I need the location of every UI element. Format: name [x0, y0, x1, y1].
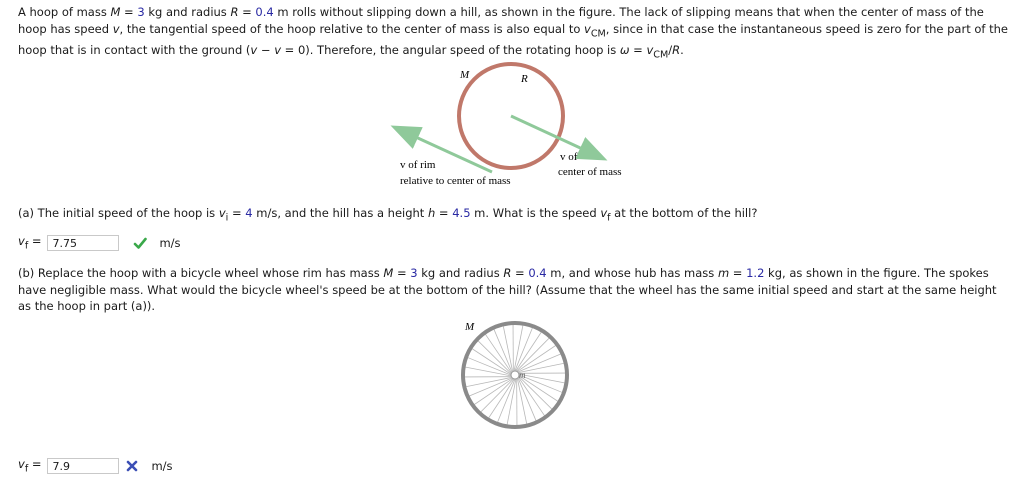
hoop-radius-label: R [521, 73, 528, 85]
cm-velocity-arrow [511, 116, 602, 158]
rim-velocity-label-2: relative to center of mass [400, 175, 511, 187]
wheel-mass-label: M [465, 321, 475, 333]
wheel-spoke [507, 378, 516, 425]
part-a-answer-input[interactable]: 7.75 [47, 235, 119, 251]
part-b-answer-label: $v_f$ = [18, 457, 42, 475]
hoop-figure [380, 60, 650, 190]
hoop-mass-label: M [460, 69, 470, 81]
intro-paragraph: A hoop of mass M = 3 kg and radius R = 0.4 m rolls without slipping down a hill, as shown in the figure. The lack of slipping means that when the center of mass of the hoop has speed v, the tangential speed of the hoop relative to the center of mass is also equal to $v_{CM}$, since in that case the instantaneous speed is zero for the part of the hoop that is in contact with the ground (v − v = 0). Therefore, the angular speed of the rotating hoop is $\omega = v_{CM}/R$. [18, 5, 1008, 61]
bicycle-wheel-figure [455, 318, 575, 438]
wheel-spoke [466, 377, 512, 387]
part-b-answer-input[interactable]: 7.9 [47, 458, 119, 474]
part-b-question: (b) Replace the hoop with a bicycle wheel whose rim has mass M = 3 kg and radius R = 0.4 m, and whose hub has mass m = 1.2 kg, as shown in the figure. The spokes have negligible mass. What would the bicycle wheel's speed be at the bottom of the hill? (Assume that the wheel has the same initial speed and start at the same height as the hoop in part (a)). [18, 266, 997, 313]
rim-velocity-label: v of rim [400, 159, 436, 171]
hub-mass-label: m [519, 370, 526, 380]
part-b-answer-row [18, 456, 173, 476]
part-a-answer-row [18, 233, 181, 253]
wheel-spoke [466, 367, 513, 376]
part-b-unit: m/s [151, 459, 173, 473]
cm-velocity-label: v of [560, 151, 578, 163]
cm-velocity-label-2: center of mass [558, 166, 622, 178]
part-a-question: (a) The initial speed of the hoop is $v_i = 4$ m/s, and the hill has a height h = 4.5 m. What is the speed $v_f$ at the bottom of the hill? [18, 206, 758, 224]
check-icon [133, 236, 147, 250]
wheel-spoke [517, 377, 527, 423]
wheel-spoke [503, 326, 513, 372]
part-a-answer-label: $v_f$ = [18, 234, 42, 252]
wheel-hub [511, 371, 519, 379]
part-a-unit: m/s [159, 236, 181, 250]
x-icon [125, 459, 139, 473]
wheel-spoke [514, 326, 523, 373]
